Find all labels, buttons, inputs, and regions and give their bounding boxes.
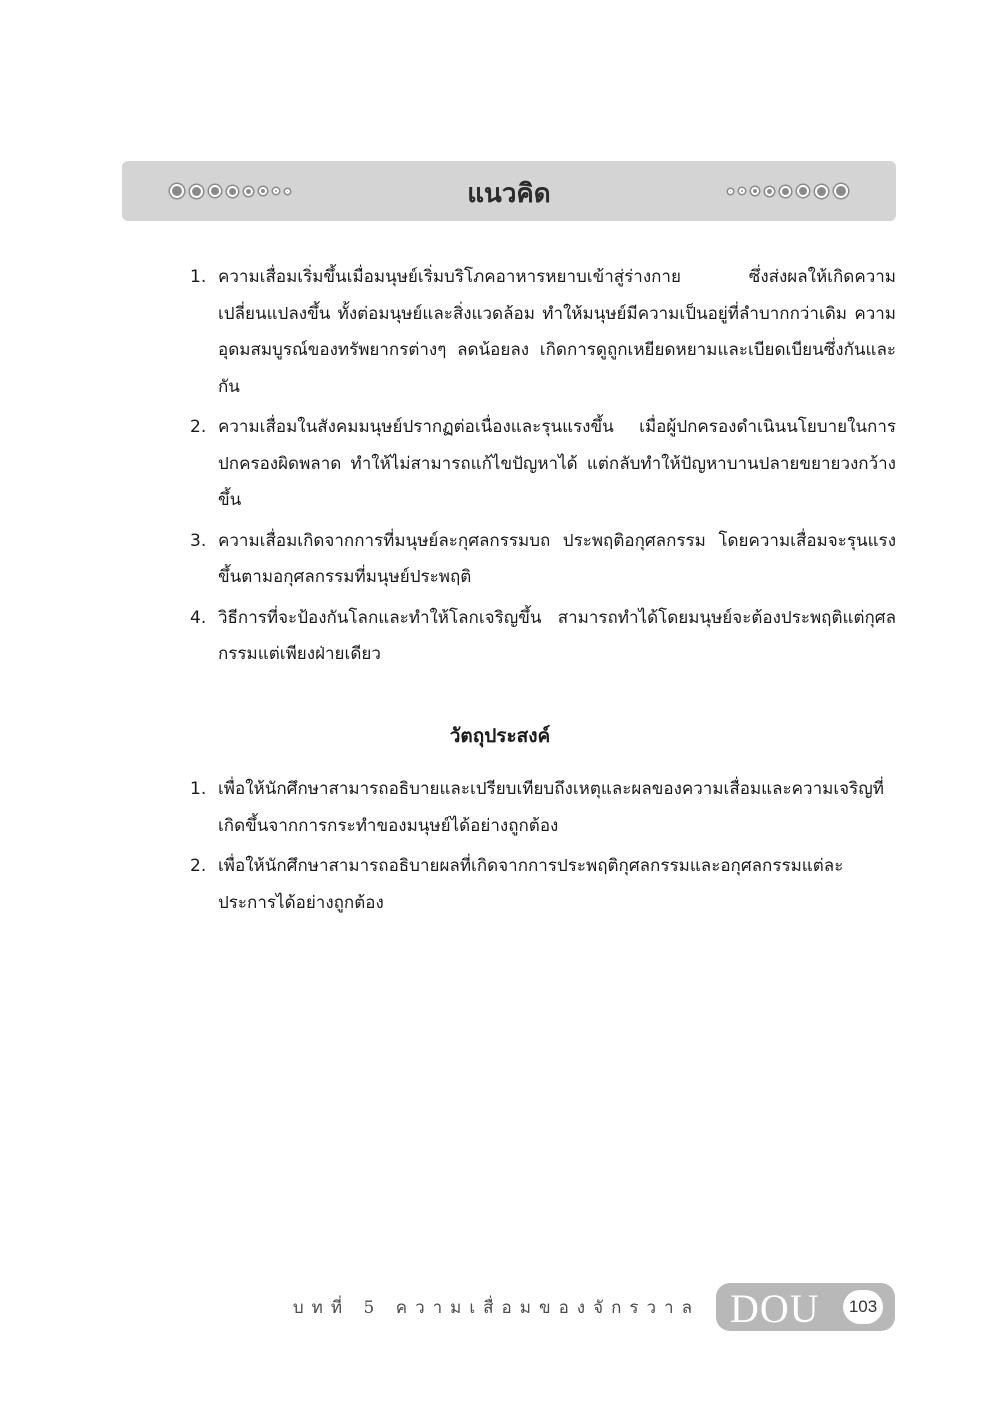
list-item [190,259,896,405]
list-number: 3. [190,530,207,551]
decorative-dots-right [728,161,848,221]
objectives-list [190,771,896,925]
dou-logo: DOU [730,1286,820,1331]
list-text: ความเสื่อมเกิดจากการที่มนุษย์ละกุศลกรรมบถ ประพฤติอกุศลกรรม โดยความเสื่อมจะรุนแรงขึ้นตามอกุศลกรรมที่มนุษย์ประพฤติ [218,530,896,587]
section-banner [122,161,896,221]
circle-icon [815,185,828,198]
circle-icon [739,188,745,194]
list-number: 2. [190,856,207,876]
page-badge [716,1283,895,1331]
list-number: 2. [190,417,207,437]
list-number: 4. [190,607,207,628]
list-item [190,409,896,519]
list-number: 1. [190,779,207,799]
circle-icon [834,184,848,198]
list-text: วิธีการที่จะป้องกันโลกและทำให้โลกเจริญขึ้น สามารถทำได้โดยมนุษย์จะต้องประพฤติแต่กุศลกรรมแต่เพียงฝ่ายเดียว [218,607,896,664]
list-text: ความเสื่อมเริ่มขึ้นเมื่อมนุษย์เริ่มบริโภคอาหารหยาบเข้าสู่ร่างกาย ซึ่งส่งผลให้เกิดความเปลี่ยนแปลงขึ้น ทั้งต่อมนุษย์และสิ่งแวดล้อม ทำให้มนุษย์มีความเป็นอยู่ที่ลำบากกว่าเดิม ความอุดมสมบูรณ์ของทรัพยากรต่างๆ ลดน้อยลง เกิดการดูถูกเหยียดหยามและเบียดเบียนซึ่งกันและกัน [218,267,896,397]
list-number: 1. [190,267,207,287]
circle-icon [780,186,791,197]
banner-title: แนวคิด [467,179,551,209]
list-text: ความเสื่อมในสังคมมนุษย์ปรากฏต่อเนื่องและรุนแรงขึ้น เมื่อผู้ปกครองดำเนินนโยบายในการปกครองผิดพลาด ทำให้ไม่สามารถแก้ไขปัญหาได้ แต่กลับทำให้ปัญหาบานปลายขยายวงกว้างขึ้น [218,417,896,510]
list-item [190,848,896,921]
circle-icon [765,187,774,196]
list-item [190,523,896,596]
chapter-title: บทที่ 5 ความเสื่อมของจักรวาล [292,1298,700,1318]
page-number: 103 [843,1290,883,1324]
circle-icon [797,185,809,197]
list-item [190,771,896,844]
objectives-heading: วัตถุประสงค์ [449,725,551,747]
list-text: เพื่อให้นักศึกษาสามารถอธิบายผลที่เกิดจากการประพฤติกุศลกรรมและอกุศลกรรมแต่ละประการได้อย่างถูกต้อง [218,856,844,913]
list-text: เพื่อให้นักศึกษาสามารถอธิบายและเปรียบเทียบถึงเหตุและผลของความเสื่อมและความเจริญที่เกิดขึ้นจากการกระทำของมนุษย์ได้อย่างถูกต้อง [218,779,884,836]
circle-icon [728,189,733,194]
concept-list [190,259,896,677]
circle-icon [751,187,759,195]
list-item [190,600,896,673]
